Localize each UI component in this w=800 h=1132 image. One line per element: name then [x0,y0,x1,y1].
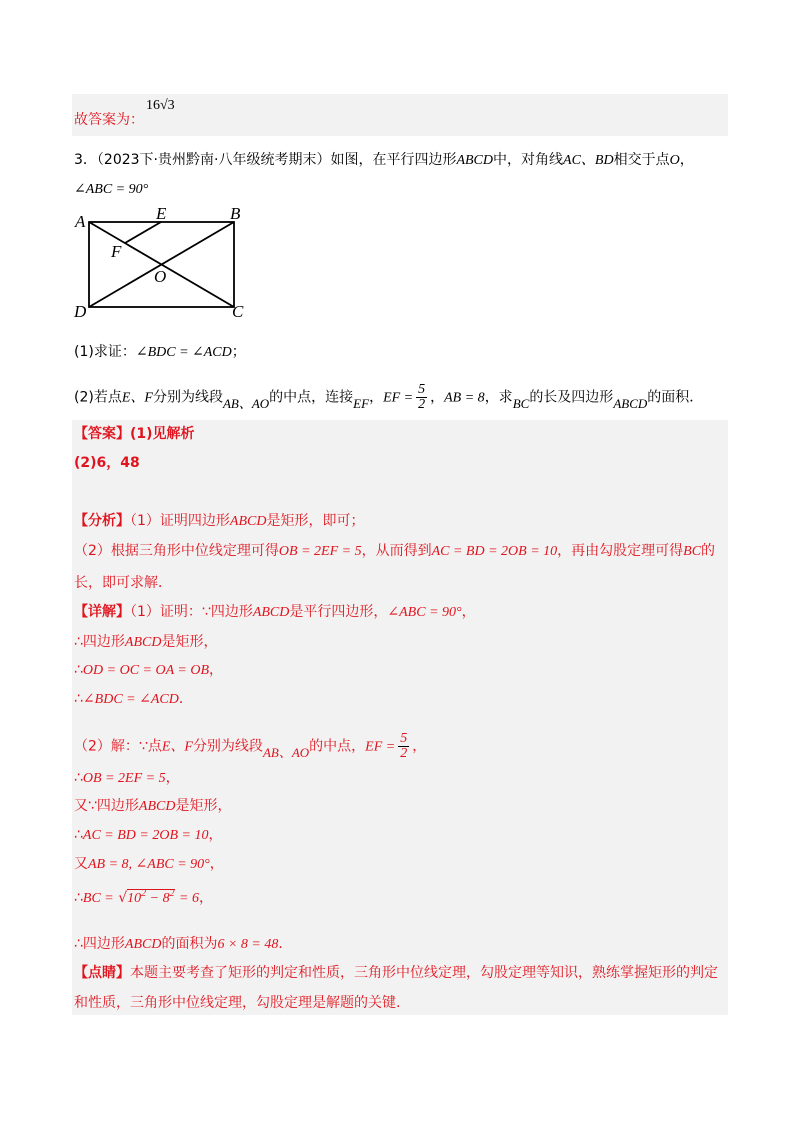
detail-line-9: 又AB = 8, ∠ABC = 90°， [74,856,224,872]
rectangle-figure [70,200,250,325]
detail-line-7: 又∵四边形ABCD是矩形， [74,798,232,814]
answer-line-1: 【答案】(1)见解析 [74,426,195,442]
label-c: C [232,302,244,321]
detail-line-8: ∴AC = BD = 2OB = 10， [74,827,223,843]
prev-answer-value: 16√3 [146,98,175,113]
segment-ef [125,222,161,243]
comment-line-1: 【点睛】本题主要考查了矩形的判定和性质，三角形中位线定理，勾股定理等知识，熟练掌握矩形的判定 [74,965,718,981]
label-e: E [156,204,167,223]
detail-line-11: ∴四边形ABCD的面积为6 × 8 = 48． [74,936,293,952]
analysis-line-2: （2）根据三角形中位线定理可得OB = 2EF = 5，从而得到AC = BD = 2OB = 10，再由勾股定理可得BC的 [74,543,716,559]
label-f: F [111,242,122,261]
problem-condition: ∠ABC = 90° [74,182,149,197]
label-o: O [154,267,167,286]
answer-line-2: (2)6，48 [74,455,140,471]
detail-line-3: ∴OD = OC = OA = OB， [74,662,224,678]
detail-line-5: （2）解：∵点E、F分别为线段AB、AO的中点，EF = $\frac{5}{2}$ ， [74,731,427,761]
label-a: A [75,212,86,231]
prev-answer: 故答案为： [74,112,144,128]
question-1: (1)求证：∠BDC = ∠ACD； [74,344,246,360]
analysis-line-3: 长，即可求解． [74,575,172,591]
analysis-line-1: 【分析】（1）证明四边形ABCD是矩形，即可； [74,513,365,529]
detail-line-4: ∴∠BDC = ∠ACD． [74,691,193,707]
label-d: D [74,302,87,321]
detail-line-10: ∴BC = $√10^2 - 8^2 = 6$， [74,888,213,906]
detail-line-6: ∴OB = 2EF = 5， [74,770,180,786]
question-2: (2)若点E、F分别为线段AB、AO的中点，连接EF，EF = $\frac{5}{2}$ ，AB = 8，求BC的长及四边形ABCD的面积． [74,382,704,412]
label-b: B [230,204,241,223]
problem-line-1: 3．（2023下·贵州黔南·八年级统考期末）如图，在平行四边形ABCD中，对角线AC、BD相交于点O， [74,152,694,168]
detail-line-1: 【详解】（1）证明：∵四边形ABCD是平行四边形，∠ABC = 90°， [74,604,476,620]
comment-line-2: 和性质，三角形中位线定理，勾股定理是解题的关键. [74,995,401,1011]
solution-box [72,420,728,1015]
detail-line-2: ∴四边形ABCD是矩形， [74,634,218,650]
